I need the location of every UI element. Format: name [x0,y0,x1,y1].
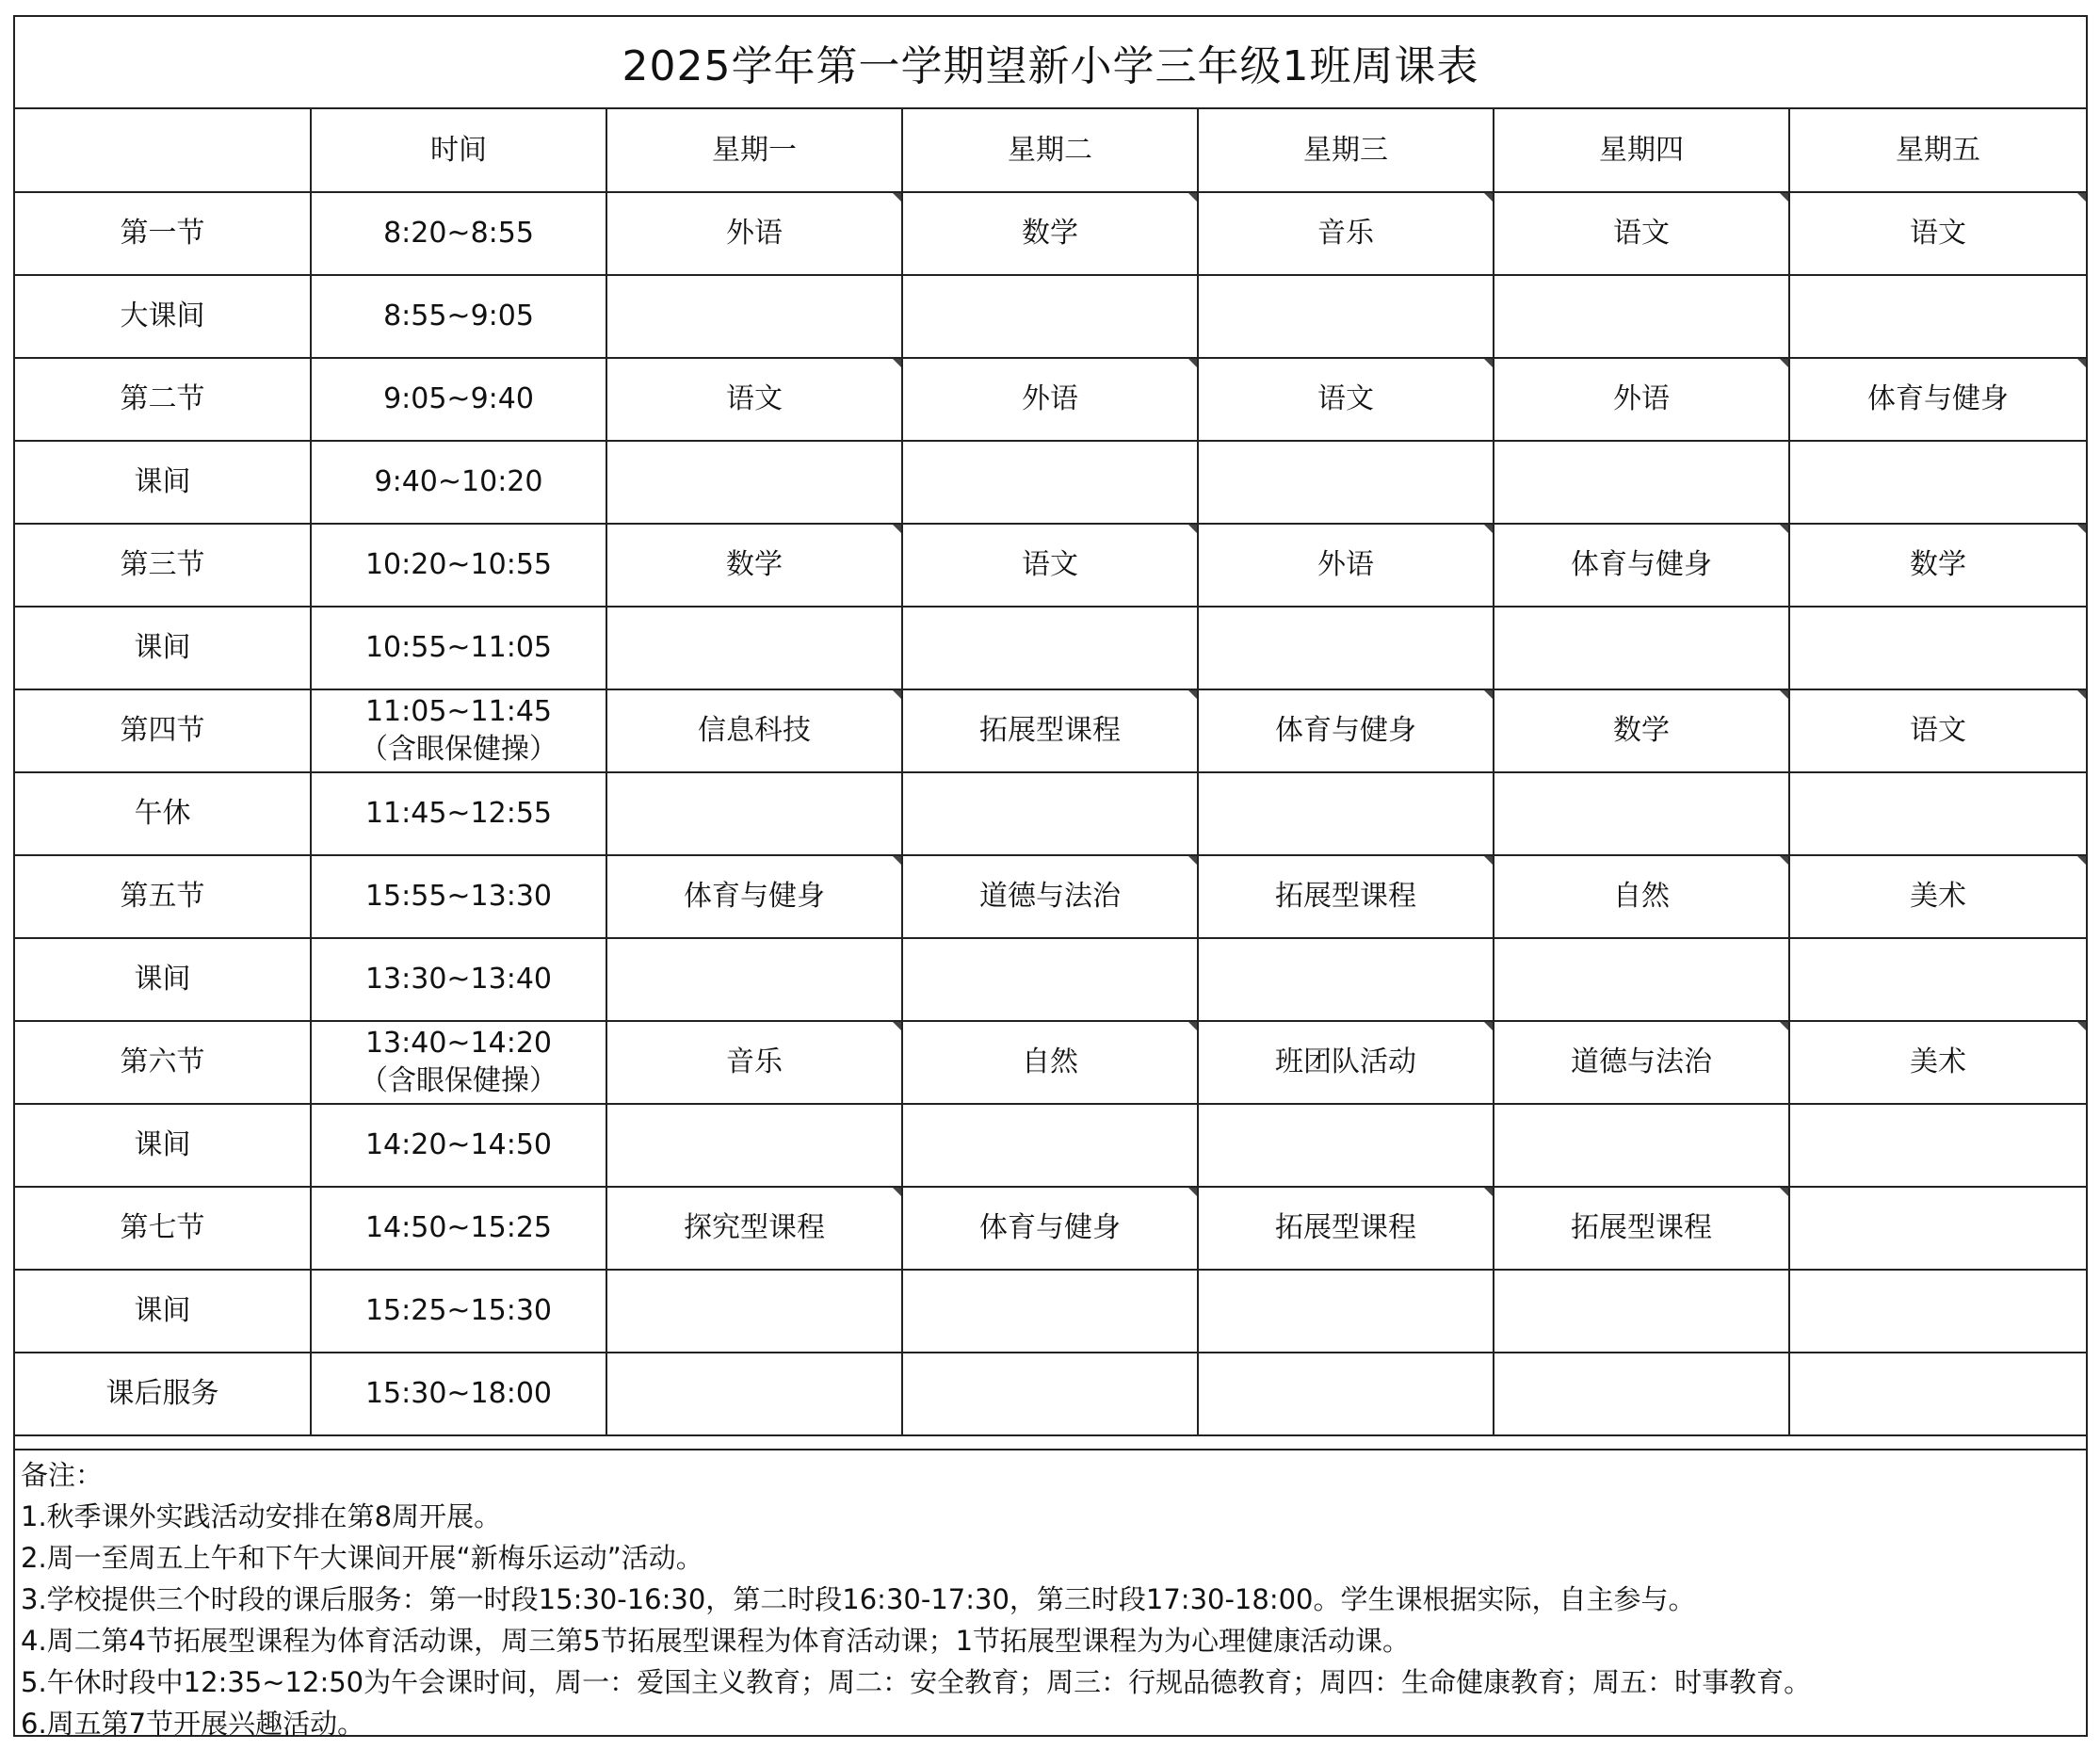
period-time-cell [311,855,606,938]
period-time-cell [311,1187,606,1270]
header-row [15,109,2086,192]
class-cell: 语文 [1198,358,1494,441]
class-cell: 数学 [902,192,1198,275]
class-cell [1198,938,1494,1021]
class-cell [606,1104,902,1187]
schedule-row [15,1021,2086,1104]
class-cell [1789,607,2086,689]
period-label: 第六节 [15,1021,311,1104]
class-cell [1198,1104,1494,1187]
class-cell [902,772,1198,855]
class-cell: 语文 [1789,192,2086,275]
notes-section [15,1449,2086,1740]
period-label: 课间 [15,607,311,689]
period-time: 9:40~10:20 [374,465,543,498]
period-time: 11:45~12:55 [364,797,553,830]
period-time: 8:20~8:55 [383,217,534,250]
class-cell [1198,275,1494,358]
class-cell [1494,441,1789,524]
period-time-cell [311,358,606,441]
schedule-row [15,441,2086,524]
class-cell: 语文 [606,358,902,441]
period-time-note: （含眼保健操） [360,733,557,766]
period-label: 第一节 [15,192,311,275]
note-item: 5.午休时段中12:35~12:50为午会课时间，周一：爱国主义教育；周二：安全教育；周三：行规品德教育；周四：生命健康教育；周五：时事教育。 [21,1666,1812,1698]
class-cell [1789,441,2086,524]
period-time: 10:55~11:05 [364,631,553,664]
class-cell [902,1104,1198,1187]
schedule-row [15,275,2086,358]
period-time: 15:30~18:00 [364,1377,553,1410]
period-time-cell [311,275,606,358]
class-cell: 拓展型课程 [902,689,1198,772]
class-cell [1789,1270,2086,1353]
class-cell: 道德与法治 [1494,1021,1789,1104]
class-cell: 探究型课程 [606,1187,902,1270]
class-cell: 语文 [1789,689,2086,772]
header-day: 星期五 [1789,109,2086,192]
class-cell: 体育与健身 [1494,524,1789,607]
period-time-cell [311,938,606,1021]
class-cell: 拓展型课程 [1494,1187,1789,1270]
class-cell [1198,1353,1494,1435]
period-time: 14:50~15:25 [364,1211,553,1244]
class-cell [606,938,902,1021]
schedule-row [15,1104,2086,1187]
schedule-row [15,772,2086,855]
class-cell [606,275,902,358]
period-time-cell [311,607,606,689]
schedule-row [15,358,2086,441]
header-blank [15,109,311,192]
schedule-row [15,607,2086,689]
note-item: 6.周五第7节开展兴趣活动。 [21,1708,365,1740]
period-label: 课后服务 [15,1353,311,1435]
class-cell: 数学 [606,524,902,607]
class-cell: 美术 [1789,855,2086,938]
class-cell: 语文 [1494,192,1789,275]
class-cell [606,1270,902,1353]
class-cell: 外语 [1494,358,1789,441]
class-cell [1494,938,1789,1021]
period-time: 10:20~10:55 [364,548,553,581]
class-cell [1494,772,1789,855]
period-label: 课间 [15,1270,311,1353]
class-cell [1494,275,1789,358]
class-cell [1494,1104,1789,1187]
class-cell [1198,607,1494,689]
schedule-row [15,1187,2086,1270]
schedule-row [15,938,2086,1021]
period-label: 午休 [15,772,311,855]
note-item: 3.学校提供三个时段的课后服务：第一时段15:30-16:30，第二时段16:30-17:30，第三时段17:30-18:00。学生课根据实际，自主参与。 [21,1583,1696,1615]
period-time-cell [311,1104,606,1187]
class-cell: 美术 [1789,1021,2086,1104]
period-time: 9:05~9:40 [383,382,534,415]
class-cell [902,607,1198,689]
period-label: 第二节 [15,358,311,441]
class-cell [1789,772,2086,855]
class-cell [606,441,902,524]
class-cell [902,938,1198,1021]
class-cell [1494,607,1789,689]
class-cell [1494,1353,1789,1435]
timetable-sheet [13,15,2088,1740]
period-label: 大课间 [15,275,311,358]
class-cell: 音乐 [1198,192,1494,275]
header-time: 时间 [311,109,606,192]
period-time: 13:40~14:20 [364,1027,553,1060]
class-cell [1789,1353,2086,1435]
class-cell: 数学 [1494,689,1789,772]
schedule-row [15,689,2086,772]
period-label: 课间 [15,938,311,1021]
schedule-table [15,109,2086,1436]
header-day: 星期一 [606,109,902,192]
page-title: 2025学年第一学期望新小学三年级1班周课表 [15,17,2086,109]
header-day: 星期三 [1198,109,1494,192]
class-cell: 班团队活动 [1198,1021,1494,1104]
period-time-cell [311,192,606,275]
class-cell: 数学 [1789,524,2086,607]
class-cell [902,441,1198,524]
class-cell: 拓展型课程 [1198,855,1494,938]
period-label: 课间 [15,1104,311,1187]
class-cell [1198,772,1494,855]
class-cell [902,275,1198,358]
class-cell [902,1270,1198,1353]
period-label: 第七节 [15,1187,311,1270]
period-time-cell [311,1353,606,1435]
schedule-row [15,855,2086,938]
class-cell: 音乐 [606,1021,902,1104]
class-cell [1494,1270,1789,1353]
class-cell [606,772,902,855]
class-cell: 道德与法治 [902,855,1198,938]
schedule-row [15,1353,2086,1435]
class-cell: 体育与健身 [902,1187,1198,1270]
note-item: 4.周二第4节拓展型课程为体育活动课，周三第5节拓展型课程为体育活动课；1节拓展型课程为为心理健康活动课。 [21,1625,1411,1657]
period-time-note: （含眼保健操） [360,1064,557,1097]
schedule-row [15,524,2086,607]
schedule-row [15,1270,2086,1353]
period-time-cell [311,1270,606,1353]
header-day: 星期二 [902,109,1198,192]
period-time: 14:20~14:50 [364,1128,553,1161]
period-time: 15:25~15:30 [364,1294,553,1327]
period-time-cell [311,772,606,855]
period-time: 8:55~9:05 [383,300,534,332]
class-cell [902,1353,1198,1435]
class-cell: 体育与健身 [1198,689,1494,772]
class-cell: 拓展型课程 [1198,1187,1494,1270]
period-time-cell [311,524,606,607]
class-cell: 自然 [1494,855,1789,938]
class-cell: 外语 [902,358,1198,441]
period-time: 11:05~11:45 [364,695,553,728]
class-cell: 体育与健身 [1789,358,2086,441]
period-label: 第四节 [15,689,311,772]
class-cell [1198,441,1494,524]
class-cell [1198,1270,1494,1353]
period-time-cell [311,1021,606,1104]
period-label: 第五节 [15,855,311,938]
schedule-row [15,192,2086,275]
period-time-cell [311,689,606,772]
period-label: 第三节 [15,524,311,607]
class-cell [1789,1104,2086,1187]
class-cell: 自然 [902,1021,1198,1104]
class-cell: 信息科技 [606,689,902,772]
class-cell: 体育与健身 [606,855,902,938]
note-item: 1.秋季课外实践活动安排在第8周开展。 [21,1500,502,1532]
class-cell: 语文 [902,524,1198,607]
period-time-cell [311,441,606,524]
period-time: 13:30~13:40 [364,963,553,996]
period-time: 15:55~13:30 [364,880,553,913]
class-cell [606,607,902,689]
class-cell [1789,275,2086,358]
header-day: 星期四 [1494,109,1789,192]
period-label: 课间 [15,441,311,524]
notes-heading: 备注： [21,1459,104,1491]
class-cell: 外语 [606,192,902,275]
class-cell: 外语 [1198,524,1494,607]
class-cell [606,1353,902,1435]
class-cell [1789,1187,2086,1270]
note-item: 2.周一至周五上午和下午大课间开展“新梅乐运动”活动。 [21,1542,703,1574]
class-cell [1789,938,2086,1021]
